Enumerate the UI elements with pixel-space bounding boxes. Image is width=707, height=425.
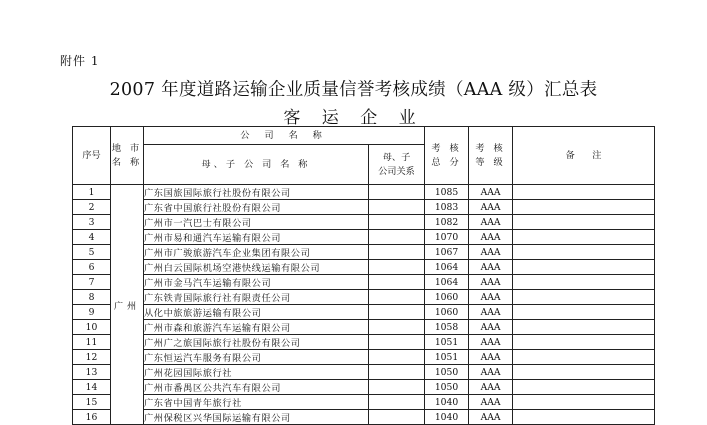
header-city: 地 市 名 称 <box>111 127 144 185</box>
row-company-name: 广州保税区兴华国际运输有限公司 <box>144 410 369 425</box>
row-score: 1050 <box>425 365 469 380</box>
row-seq: 13 <box>73 365 111 380</box>
row-grade: AAA <box>469 260 513 275</box>
row-seq: 15 <box>73 395 111 410</box>
row-city: 广州 <box>111 185 144 425</box>
table-row <box>73 320 655 335</box>
row-company-name: 广州广之旅国际旅行社股份有限公司 <box>144 335 369 350</box>
row-seq: 3 <box>73 215 111 230</box>
row-company-name: 广东省中国旅行社股份有限公司 <box>144 200 369 215</box>
row-score: 1050 <box>425 380 469 395</box>
row-relation <box>369 230 425 245</box>
row-relation <box>369 410 425 425</box>
header-seq: 序号 <box>73 127 111 185</box>
row-remarks <box>513 350 655 365</box>
row-grade: AAA <box>469 365 513 380</box>
row-relation <box>369 305 425 320</box>
row-company-name: 广东铁青国际旅行社有限责任公司 <box>144 290 369 305</box>
table-body <box>73 185 655 425</box>
row-remarks <box>513 395 655 410</box>
row-grade: AAA <box>469 230 513 245</box>
row-grade: AAA <box>469 320 513 335</box>
row-score: 1064 <box>425 275 469 290</box>
row-score: 1060 <box>425 305 469 320</box>
row-score: 1083 <box>425 200 469 215</box>
row-remarks <box>513 335 655 350</box>
section-subtitle: 客 运 企 业 <box>283 108 424 128</box>
table-row <box>73 275 655 290</box>
row-company-name: 广州花园国际旅行社 <box>144 365 369 380</box>
row-seq: 7 <box>73 275 111 290</box>
row-seq: 11 <box>73 335 111 350</box>
row-relation <box>369 215 425 230</box>
row-seq: 1 <box>73 185 111 200</box>
table-row <box>73 410 655 425</box>
header-total-score: 考 核 总 分 <box>425 127 469 185</box>
row-score: 1070 <box>425 230 469 245</box>
row-remarks <box>513 200 655 215</box>
table-row <box>73 380 655 395</box>
row-grade: AAA <box>469 200 513 215</box>
row-grade: AAA <box>469 350 513 365</box>
table-row <box>73 245 655 260</box>
row-relation <box>369 185 425 200</box>
row-company-name: 广州白云国际机场空港快线运输有限公司 <box>144 260 369 275</box>
row-company-name: 广州市金马汽车运输有限公司 <box>144 275 369 290</box>
row-score: 1064 <box>425 260 469 275</box>
row-grade: AAA <box>469 410 513 425</box>
row-relation <box>369 350 425 365</box>
table-row <box>73 395 655 410</box>
table-row <box>73 260 655 275</box>
row-relation <box>369 380 425 395</box>
row-remarks <box>513 365 655 380</box>
row-company-name: 广州市一汽巴士有限公司 <box>144 215 369 230</box>
row-score: 1051 <box>425 335 469 350</box>
row-remarks <box>513 260 655 275</box>
row-relation <box>369 245 425 260</box>
row-remarks <box>513 305 655 320</box>
page-title: 2007 年度道路运输企业质量信誉考核成绩（AAA 级）汇总表 <box>109 80 598 100</box>
table-row <box>73 365 655 380</box>
row-company-name: 广州市森和旅游汽车运输有限公司 <box>144 320 369 335</box>
row-score: 1040 <box>425 410 469 425</box>
table-row <box>73 200 655 215</box>
row-company-name: 广州市番禺区公共汽车有限公司 <box>144 380 369 395</box>
row-company-name: 广东国旅国际旅行社股份有限公司 <box>144 185 369 200</box>
row-seq: 2 <box>73 200 111 215</box>
row-remarks <box>513 410 655 425</box>
header-company-group: 公 司 名 称 <box>144 127 425 145</box>
row-seq: 12 <box>73 350 111 365</box>
row-company-name: 广州市广骏旅游汽车企业集团有限公司 <box>144 245 369 260</box>
row-seq: 5 <box>73 245 111 260</box>
row-remarks <box>513 215 655 230</box>
row-relation <box>369 395 425 410</box>
row-relation <box>369 290 425 305</box>
row-remarks <box>513 185 655 200</box>
row-remarks <box>513 230 655 245</box>
row-grade: AAA <box>469 245 513 260</box>
row-remarks <box>513 380 655 395</box>
row-seq: 14 <box>73 380 111 395</box>
row-grade: AAA <box>469 335 513 350</box>
row-score: 1067 <box>425 245 469 260</box>
row-remarks <box>513 290 655 305</box>
table-row <box>73 335 655 350</box>
row-score: 1058 <box>425 320 469 335</box>
row-seq: 6 <box>73 260 111 275</box>
row-score: 1085 <box>425 185 469 200</box>
row-grade: AAA <box>469 380 513 395</box>
row-score: 1082 <box>425 215 469 230</box>
ranking-table <box>72 126 655 425</box>
row-grade: AAA <box>469 215 513 230</box>
row-remarks <box>513 245 655 260</box>
row-seq: 9 <box>73 305 111 320</box>
row-company-name: 广东恒运汽车服务有限公司 <box>144 350 369 365</box>
row-company-name: 从化中旅旅游运输有限公司 <box>144 305 369 320</box>
table-row <box>73 290 655 305</box>
row-company-name: 广东省中国青年旅行社 <box>144 395 369 410</box>
row-score: 1060 <box>425 290 469 305</box>
table-row <box>73 305 655 320</box>
row-relation <box>369 260 425 275</box>
row-seq: 8 <box>73 290 111 305</box>
table-row <box>73 215 655 230</box>
header-relation: 母、子 公司关系 <box>369 145 425 185</box>
row-grade: AAA <box>469 290 513 305</box>
attachment-label: 附件 1 <box>60 54 100 68</box>
row-grade: AAA <box>469 305 513 320</box>
row-remarks <box>513 275 655 290</box>
row-grade: AAA <box>469 185 513 200</box>
row-relation <box>369 320 425 335</box>
header-parent-sub: 母、子 公 司 名 称 <box>144 145 369 185</box>
row-relation <box>369 200 425 215</box>
row-grade: AAA <box>469 275 513 290</box>
row-relation <box>369 365 425 380</box>
row-seq: 4 <box>73 230 111 245</box>
row-relation <box>369 335 425 350</box>
row-seq: 10 <box>73 320 111 335</box>
row-remarks <box>513 320 655 335</box>
row-company-name: 广州市易和通汽车运输有限公司 <box>144 230 369 245</box>
table-row <box>73 185 655 200</box>
row-relation <box>369 275 425 290</box>
header-grade: 考 核 等 级 <box>469 127 513 185</box>
row-seq: 16 <box>73 410 111 425</box>
row-score: 1051 <box>425 350 469 365</box>
row-score: 1040 <box>425 395 469 410</box>
header-remarks: 备 注 <box>513 127 655 185</box>
table-row <box>73 350 655 365</box>
table-row <box>73 230 655 245</box>
row-grade: AAA <box>469 395 513 410</box>
